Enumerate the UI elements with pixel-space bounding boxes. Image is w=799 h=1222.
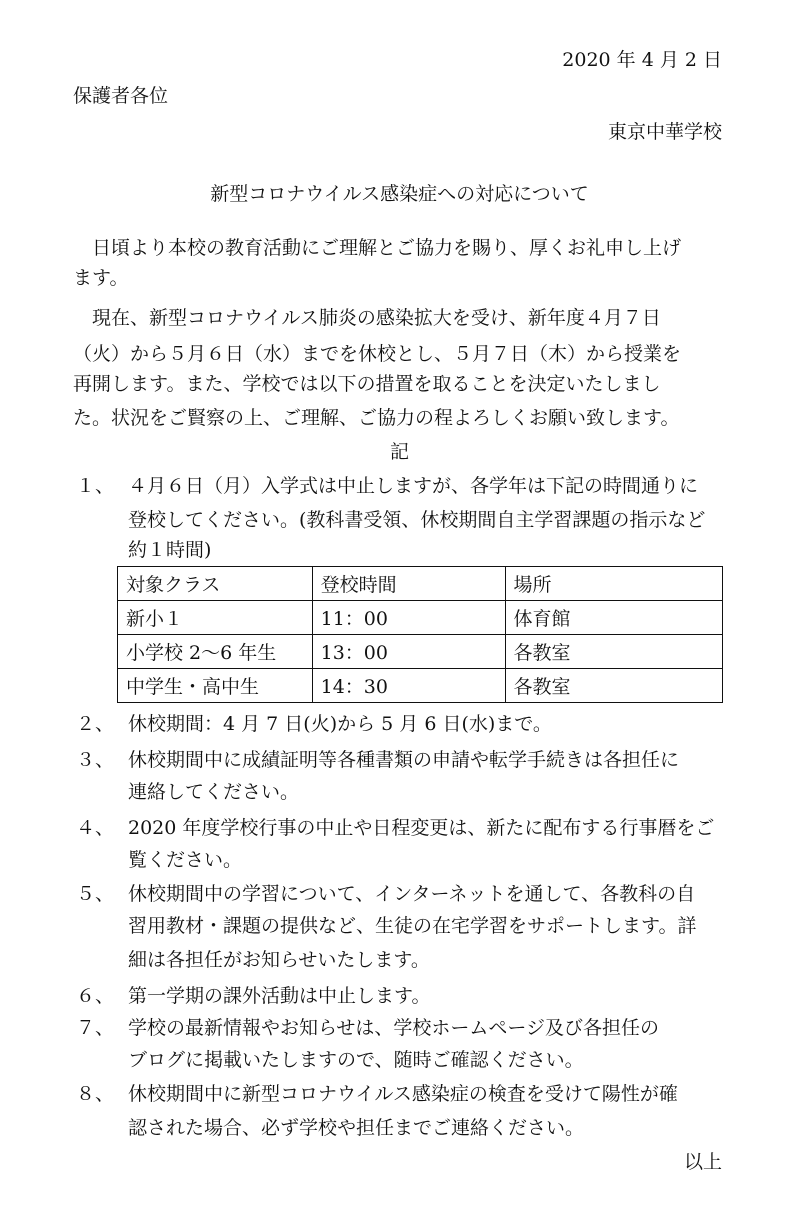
item-text-line: 登校してください。(教科書受領、休校期間自主学習課題の指示など bbox=[128, 509, 706, 531]
item-number: ３、 bbox=[76, 749, 115, 771]
item-number: ６、 bbox=[76, 985, 115, 1007]
item-text-line: 第一学期の課外活動は中止します。 bbox=[128, 985, 431, 1007]
item-text-line: 約１時間) bbox=[128, 539, 212, 561]
ki-heading: 記 bbox=[389, 441, 409, 463]
item-text-line: 2020 年度学校行事の中止や日程変更は、新たに配布する行事暦をご bbox=[128, 817, 715, 839]
item-text-line: 覧ください。 bbox=[128, 849, 243, 871]
item-text-line: 習用教材・課題の提供など、生徒の在宅学習をサポートします。詳 bbox=[128, 915, 697, 937]
intro-p1-line-2: ます。 bbox=[73, 267, 129, 289]
table-header-cell: 対象クラス bbox=[118, 567, 313, 601]
item-number: ４、 bbox=[76, 817, 115, 839]
item-text-line: 休校期間中に新型コロナウイルス感染症の検査を受けて陽性が確 bbox=[128, 1083, 678, 1105]
table-cell: 小学校 2〜6 年生 bbox=[118, 635, 313, 669]
item-text-line: 学校の最新情報やお知らせは、学校ホームページ及び各担任の bbox=[128, 1017, 660, 1039]
closing-text: 以上 bbox=[683, 1151, 722, 1173]
item-number: ５、 bbox=[76, 883, 115, 905]
table-row bbox=[118, 669, 723, 703]
item-number: １、 bbox=[76, 475, 115, 497]
document-title: 新型コロナウイルス感染症への対応について bbox=[210, 183, 589, 205]
sender-name: 東京中華学校 bbox=[607, 121, 722, 143]
table-cell: 各教室 bbox=[505, 669, 722, 703]
item-text-line: 細は各担任がお知らせいたします。 bbox=[128, 949, 430, 971]
document-date: 2020 年 4 月 2 日 bbox=[562, 49, 722, 71]
item-text-line: 認された場合、必ず学校や担任までご連絡ください。 bbox=[128, 1117, 585, 1139]
intro-p1-line-1: 日頃より本校の教育活動にご理解とご協力を賜り、厚くお礼申し上げ bbox=[73, 237, 682, 259]
item-text-line: 休校期間：4 月 7 日(火)から 5 月 6 日(水)まで。 bbox=[128, 713, 552, 735]
table-header-row bbox=[118, 567, 723, 601]
table-header-cell: 場所 bbox=[505, 567, 722, 601]
table-cell: 14：30 bbox=[312, 669, 505, 703]
schedule-table bbox=[117, 566, 723, 703]
intro-p2-line-3: 再開します。また、学校では以下の措置を取ることを決定いたしまし bbox=[73, 373, 661, 395]
intro-p2-line-4: た。状況をご賢察の上、ご理解、ご協力の程よろしくお願い致します。 bbox=[73, 407, 680, 429]
item-text-line: 休校期間中の学習について、インターネットを通して、各教科の自 bbox=[128, 883, 696, 905]
item-text-line: ブログに掲載いたしますので、随時ご確認ください。 bbox=[128, 1049, 584, 1071]
table-cell: 11：00 bbox=[312, 601, 505, 635]
addressee: 保護者各位 bbox=[73, 85, 169, 107]
table-cell: 新小１ bbox=[118, 601, 313, 635]
table-cell: 体育館 bbox=[505, 601, 722, 635]
item-number: ２、 bbox=[76, 713, 115, 735]
intro-p2-line-1: 現在、新型コロナウイルス肺炎の感染拡大を受け、新年度４月７日 bbox=[73, 307, 661, 329]
table-cell: 中学生・高中生 bbox=[118, 669, 313, 703]
table-row bbox=[118, 635, 723, 669]
table-cell: 13：00 bbox=[312, 635, 505, 669]
item-number: ７、 bbox=[76, 1017, 115, 1039]
table-cell: 各教室 bbox=[505, 635, 722, 669]
item-text-line: 休校期間中に成績証明等各種書類の申請や転学手続きは各担任に bbox=[128, 749, 680, 771]
intro-p2-line-2: （火）から５月６日（水）までを休校とし、５月７日（木）から授業を bbox=[73, 343, 682, 365]
item-number: ８、 bbox=[76, 1083, 115, 1105]
item-text-line: 連絡してください。 bbox=[128, 781, 300, 803]
table-header-cell: 登校時間 bbox=[312, 567, 505, 601]
item-text-line: ４月６日（月）入学式は中止しますが、各学年は下記の時間通りに bbox=[128, 475, 699, 497]
table-row bbox=[118, 601, 723, 635]
